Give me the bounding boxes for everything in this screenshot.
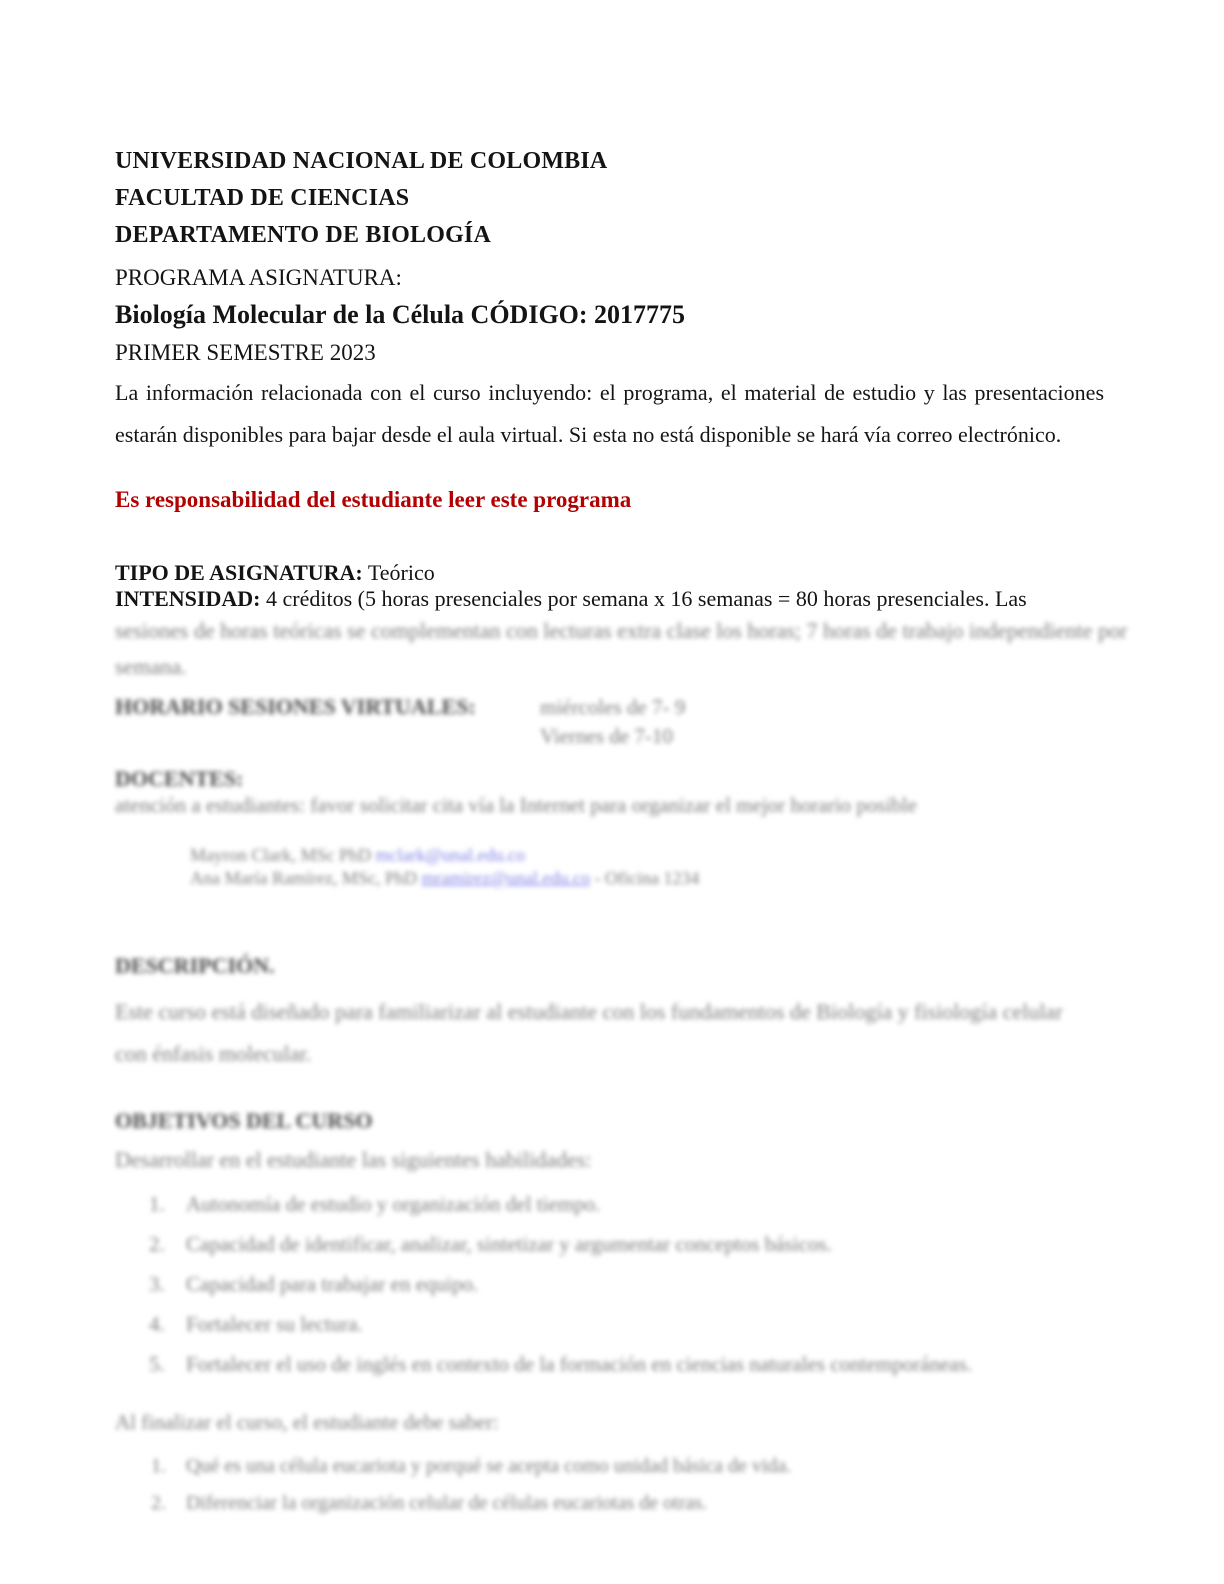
instructor-line-2 <box>190 867 1104 890</box>
finalizar-intro-blurred: Al finalizar el curso, el estudiante debe saber: <box>115 1410 499 1434</box>
item-number: 5. <box>149 1352 165 1376</box>
objetivos-list <box>115 1184 1104 1384</box>
item-number: 1. <box>151 1455 166 1477</box>
tipo-asignatura-line <box>115 560 1104 586</box>
instructors-block <box>190 844 1104 890</box>
descripcion-heading-blurred: DESCRIPCIÓN. <box>115 953 275 978</box>
department-name: DEPARTAMENTO DE BIOLOGÍA <box>115 222 492 248</box>
finalizar-item <box>115 1485 1104 1522</box>
item-text: Fortalecer su lectura. <box>186 1312 363 1336</box>
intensidad-value: 4 créditos (5 horas presenciales por semana x 16 semanas = 80 horas presenciales. Las <box>260 586 1027 611</box>
item-number: 2. <box>151 1492 166 1514</box>
horario-time-2: Viernes de 7-10 <box>540 724 673 748</box>
tipo-label: TIPO DE ASIGNATURA: <box>115 560 363 585</box>
instructor-1-name: Mayron Clark, MSc PhD <box>190 845 376 865</box>
objetivos-item <box>115 1184 1104 1224</box>
program-label: PROGRAMA ASIGNATURA: <box>115 265 402 290</box>
objetivos-heading-blurred: OBJETIVOS DEL CURSO <box>115 1108 373 1133</box>
objetivos-item <box>115 1304 1104 1344</box>
descripcion-text-blurred: Este curso está diseñado para familiarizar al estudiante con los fundamentos de Biología y fisiología celular con énfasis molecular. <box>115 999 1063 1066</box>
item-number: 4. <box>149 1312 165 1336</box>
objetivos-item <box>115 1344 1104 1384</box>
instructor-1-email-link[interactable]: mclark@unal.edu.co <box>375 845 526 865</box>
horario-label-blurred: HORARIO SESIONES VIRTUALES: <box>115 694 476 719</box>
university-name: UNIVERSIDAD NACIONAL DE COLOMBIA <box>115 148 608 174</box>
item-text: Diferenciar la organización celular de células eucariotas de otras. <box>186 1492 708 1514</box>
objetivos-intro-blurred: Desarrollar en el estudiante las siguientes habilidades: <box>115 1147 592 1172</box>
finalizar-list <box>115 1448 1104 1522</box>
university-header <box>115 143 1104 254</box>
item-text: Qué es una célula eucariota y porqué se acepta como unidad básica de vida. <box>186 1455 792 1477</box>
instructor-2-office: - Oficina 1234 <box>589 868 700 888</box>
instructor-line-1 <box>190 844 1104 867</box>
docentes-note-blurred: atención a estudiantes: favor solicitar cita vía la Internet para organizar el mejor horario posible <box>115 793 917 817</box>
finalizar-item <box>115 1448 1104 1485</box>
item-number: 2. <box>149 1232 165 1256</box>
intensidad-end-blurred: semana. <box>115 654 187 679</box>
course-title: Biología Molecular de la Célula CÓDIGO: 2017775 <box>115 300 686 329</box>
objetivos-item <box>115 1224 1104 1264</box>
item-number: 3. <box>149 1272 165 1296</box>
item-text: Autonomía de estudio y organización del tiempo. <box>186 1192 601 1216</box>
faculty-name: FACULTAD DE CIENCIAS <box>115 185 410 211</box>
item-text: Fortalecer el uso de inglés en contexto de la formación en ciencias naturales contemporáneas. <box>186 1352 973 1376</box>
intro-paragraph: La información relacionada con el curso incluyendo: el programa, el material de estudio y las presentaciones estarán disponibles para bajar desde el aula virtual. Si esta no está disponible se hará vía correo electrónico. <box>115 380 1104 447</box>
intensidad-line <box>115 586 1104 612</box>
item-text: Capacidad de identificar, analizar, sintetizar y argumentar conceptos básicos. <box>186 1232 832 1256</box>
docentes-label-blurred: DOCENTES: <box>115 766 244 791</box>
semester-label: PRIMER SEMESTRE 2023 <box>115 340 376 365</box>
intensidad-label: INTENSIDAD: <box>115 586 261 611</box>
objetivos-item <box>115 1264 1104 1304</box>
horario-time-1: miércoles de 7- 9 <box>540 695 686 719</box>
instructor-2-name: Ana María Ramírez, MSc, PhD <box>190 868 422 888</box>
tipo-value: Teórico <box>362 560 435 585</box>
responsibility-notice: Es responsabilidad del estudiante leer este programa <box>115 487 632 512</box>
intensidad-continuation-blurred: sesiones de horas teóricas se complementan con lecturas extra clase los horas; 7 horas de trabajo independiente por <box>115 618 1128 643</box>
instructor-2-email-link[interactable]: mramirez@unal.edu.co <box>421 868 590 888</box>
item-text: Capacidad para trabajar en equipo. <box>186 1272 479 1296</box>
horario-times-blurred <box>540 693 685 751</box>
item-number: 1. <box>149 1192 165 1216</box>
horario-row <box>115 693 1104 751</box>
